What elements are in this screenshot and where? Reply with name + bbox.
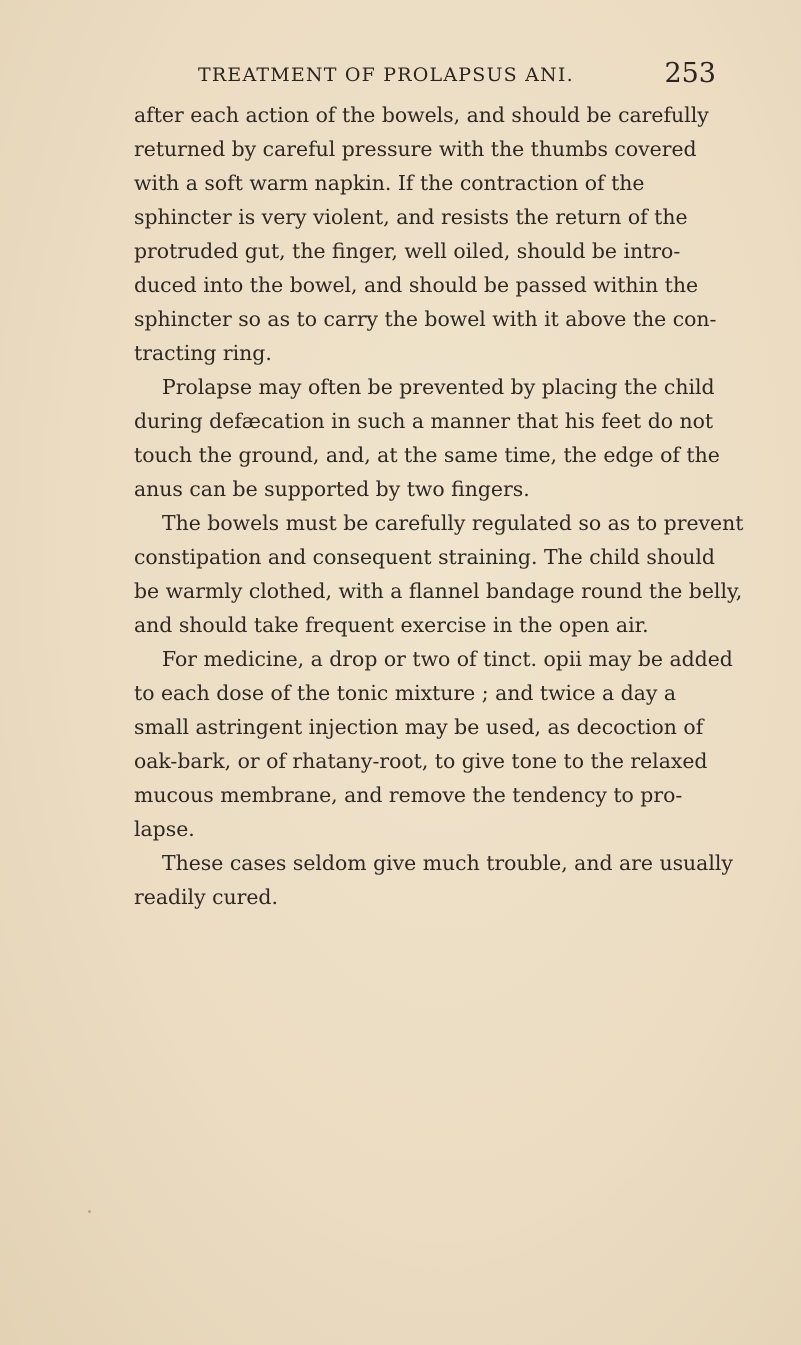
text-line: touch the ground, and, at the same time, the edge of the <box>134 443 720 467</box>
text-line: constipation and consequent straining. The child should <box>134 545 715 569</box>
running-head: TREATMENT OF PROLAPSUS ANI. <box>198 64 574 86</box>
text-line: readily cured. <box>134 885 278 909</box>
text-line: be warmly clothed, with a flannel bandage round the belly, <box>134 579 743 603</box>
text-line: For medicine, a drop or two of tinct. opii may be added <box>162 647 733 671</box>
text-line: The bowels must be carefully regulated so as to prevent <box>162 511 744 535</box>
text-line: Prolapse may often be prevented by placing the child <box>162 375 715 399</box>
paper-speck <box>88 1210 91 1213</box>
text-line: after each action of the bowels, and should be carefully <box>134 103 709 127</box>
text-line: and should take frequent exercise in the open air. <box>134 613 649 637</box>
text-line: small astringent injection may be used, as decoction of <box>134 715 704 739</box>
text-line: protruded gut, the finger, well oiled, should be intro- <box>134 239 681 263</box>
page-header <box>198 58 716 102</box>
text-line: duced into the bowel, and should be passed within the <box>134 273 699 297</box>
text-line: lapse. <box>134 817 195 841</box>
text-line: sphincter is very violent, and resists the return of the <box>134 205 688 229</box>
text-line: anus can be supported by two fingers. <box>134 477 530 501</box>
text-line: returned by careful pressure with the thumbs covered <box>134 137 697 161</box>
text-line: oak-bark, or of rhatany-root, to give tone to the relaxed <box>134 749 708 773</box>
text-line: to each dose of the tonic mixture ; and twice a day a <box>134 681 677 705</box>
text-line: with a soft warm napkin. If the contraction of the <box>134 171 645 195</box>
page-number: 253 <box>664 58 716 89</box>
text-line: mucous membrane, and remove the tendency to pro- <box>134 783 683 807</box>
text-line: sphincter so as to carry the bowel with it above the con- <box>134 307 717 331</box>
text-line: during defæcation in such a manner that his feet do not <box>134 409 714 433</box>
text-line: These cases seldom give much trouble, and are usually <box>162 851 733 875</box>
text-line: tracting ring. <box>134 341 272 365</box>
